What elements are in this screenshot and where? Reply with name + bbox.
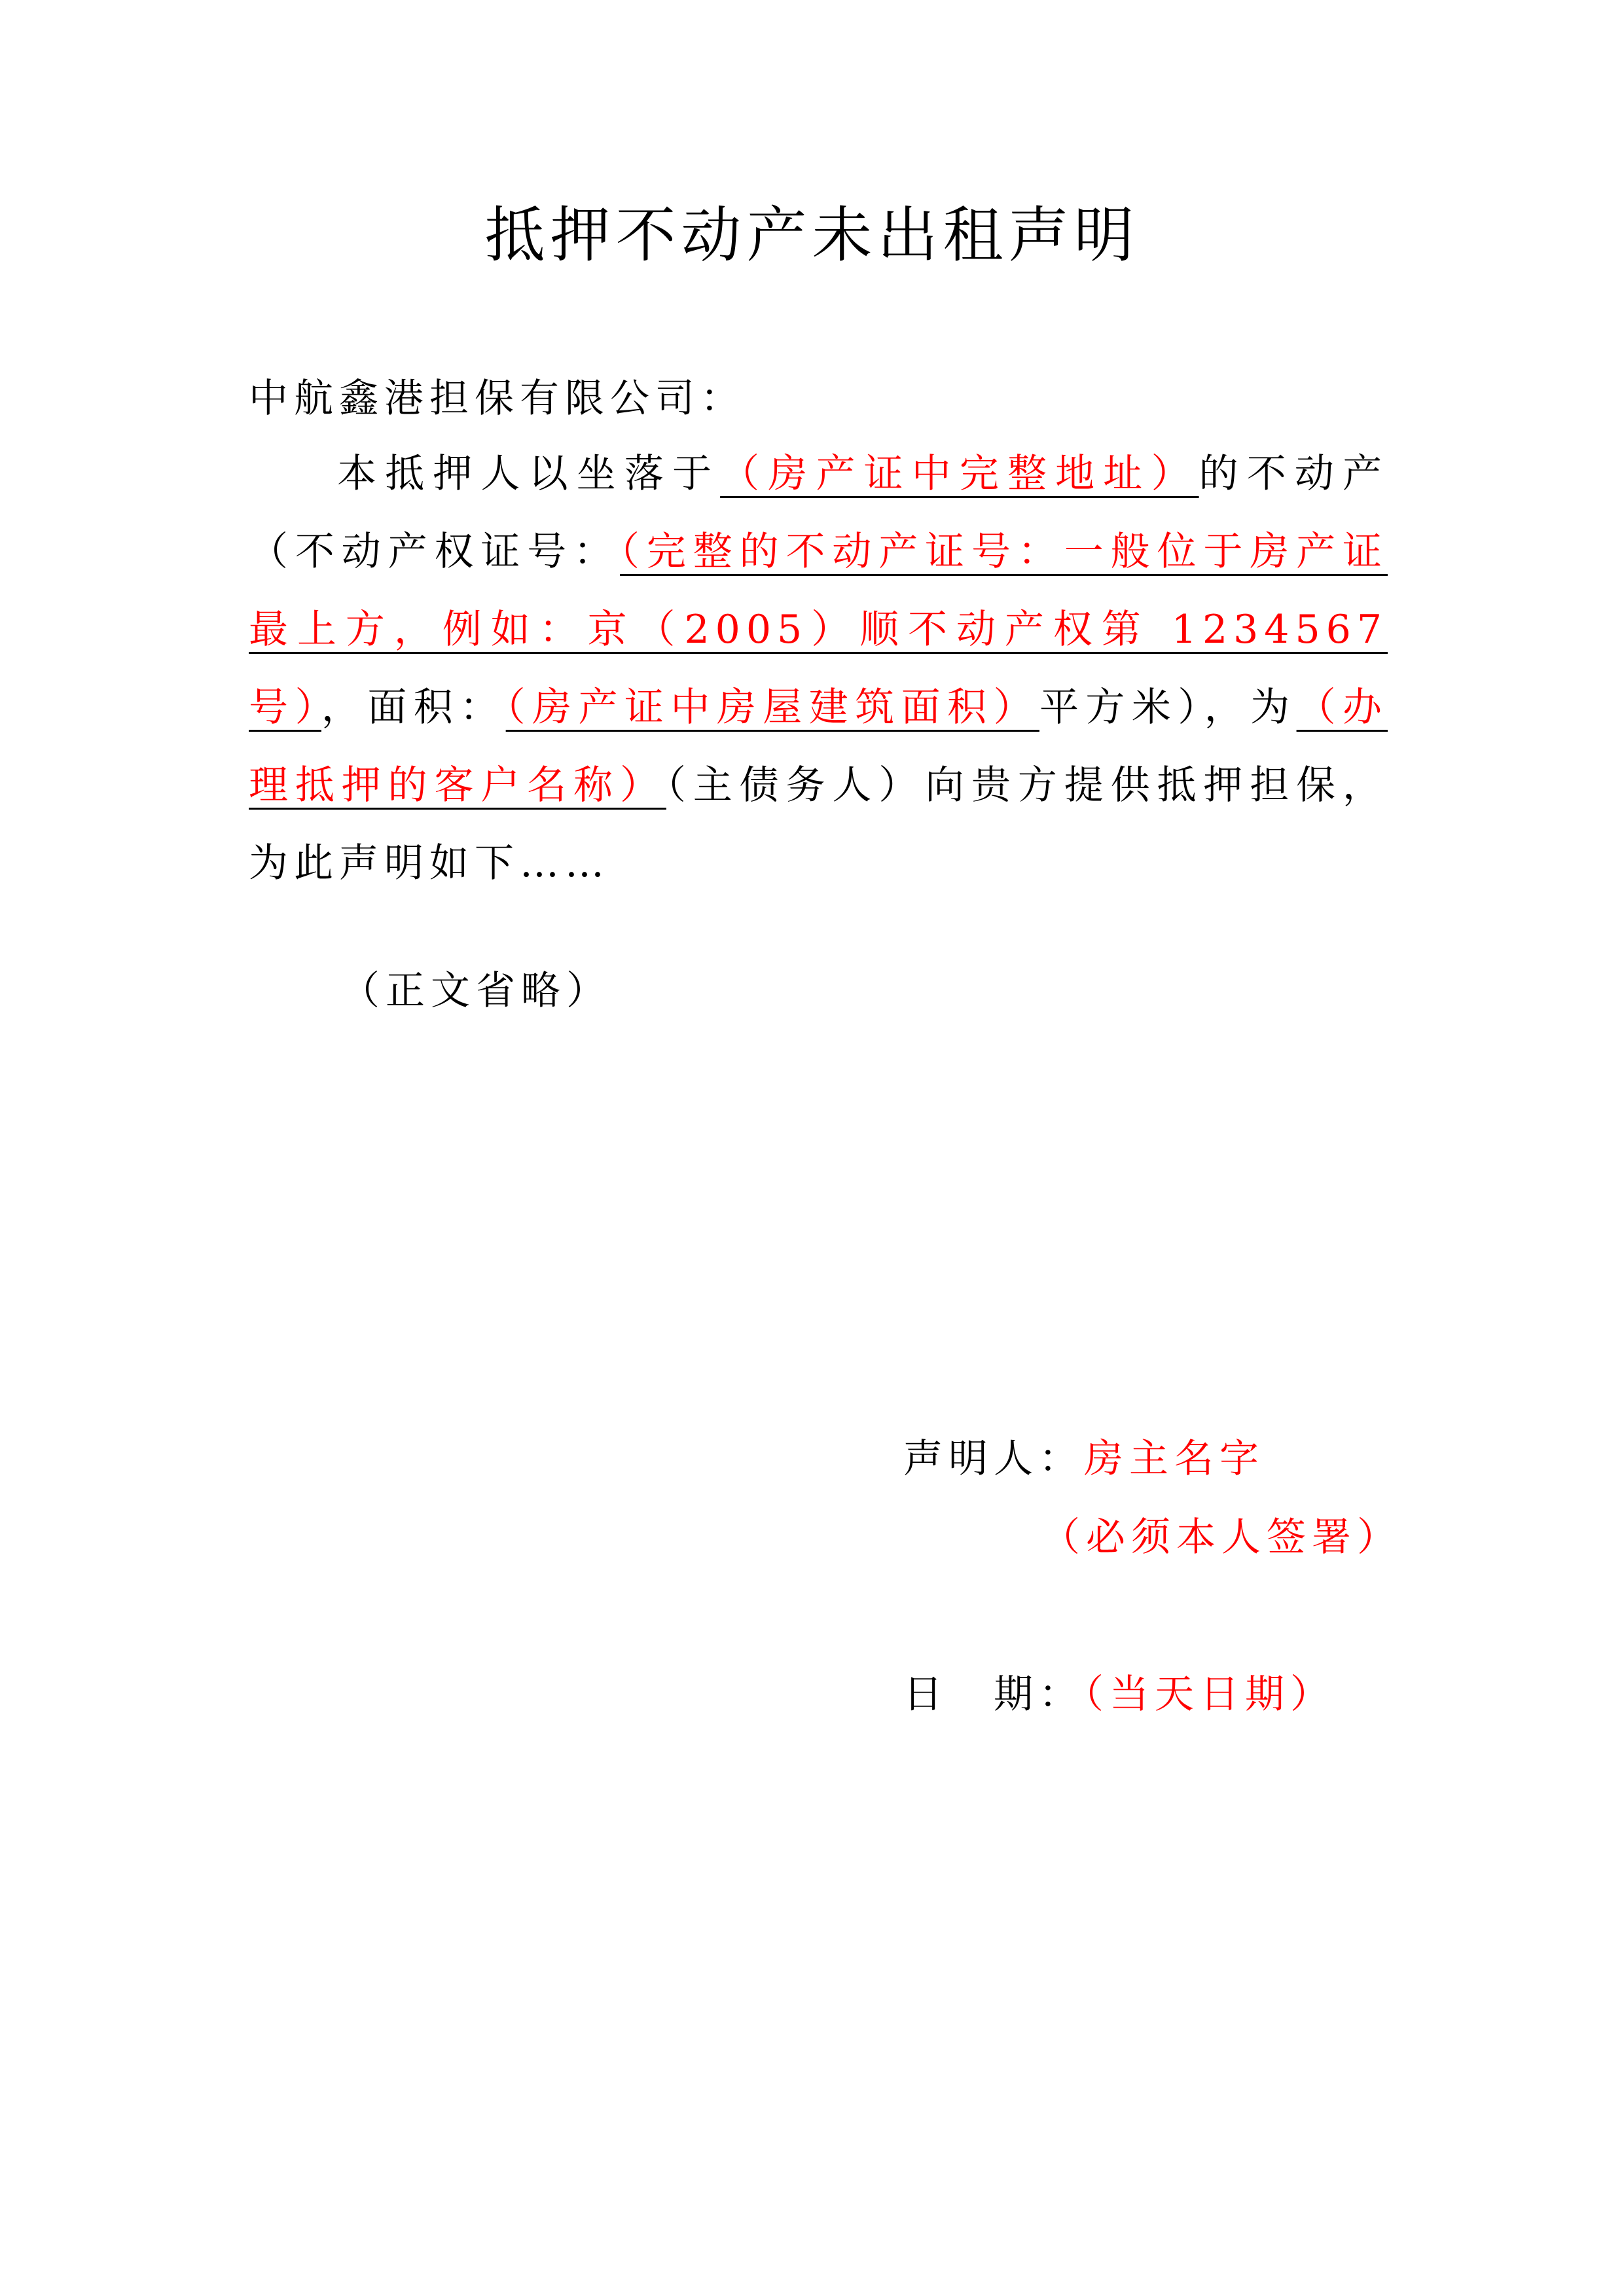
declarant-line [903, 1420, 1265, 1498]
salutation: 中航鑫港担保有限公司： [249, 376, 746, 422]
declarant-name-placeholder: 房主名字 [1084, 1436, 1265, 1482]
client-name-placeholder: （办理抵押的客户名称） [249, 685, 1388, 808]
paragraph-text-2: 的不动产（不动产权证号： [249, 451, 1388, 575]
date-placeholder: （当天日期） [1084, 1672, 1335, 1717]
omitted-body-note: （正文省略） [340, 968, 611, 1014]
certificate-number-placeholder: （完整的不动产证号：一般位于房产证最上方，例如：京（2005）顺不动产权第 1234567 号） [249, 529, 1388, 730]
statement-paragraph [249, 435, 1388, 903]
paragraph-text-1: 本抵押人以坐落于 [337, 451, 721, 497]
document-title: 抵押不动产未出租声明 [484, 200, 1140, 270]
paragraph-text-3: ，面积： [321, 685, 506, 730]
paragraph-text-4: 平方米），为 [1039, 685, 1297, 730]
paragraph-text-5: （主债务人）向贵方提供抵押担保，为此声明如下…… [249, 762, 1388, 886]
date-label: 日 期： [903, 1672, 1084, 1717]
area-placeholder: （房产证中房屋建筑面积） [505, 685, 1039, 730]
declarant-label: 声明人： [903, 1436, 1084, 1482]
address-placeholder: （房产证中完整地址） [720, 451, 1199, 497]
date-line [903, 1656, 1335, 1734]
signature-note: （必须本人签署） [1041, 1515, 1402, 1560]
